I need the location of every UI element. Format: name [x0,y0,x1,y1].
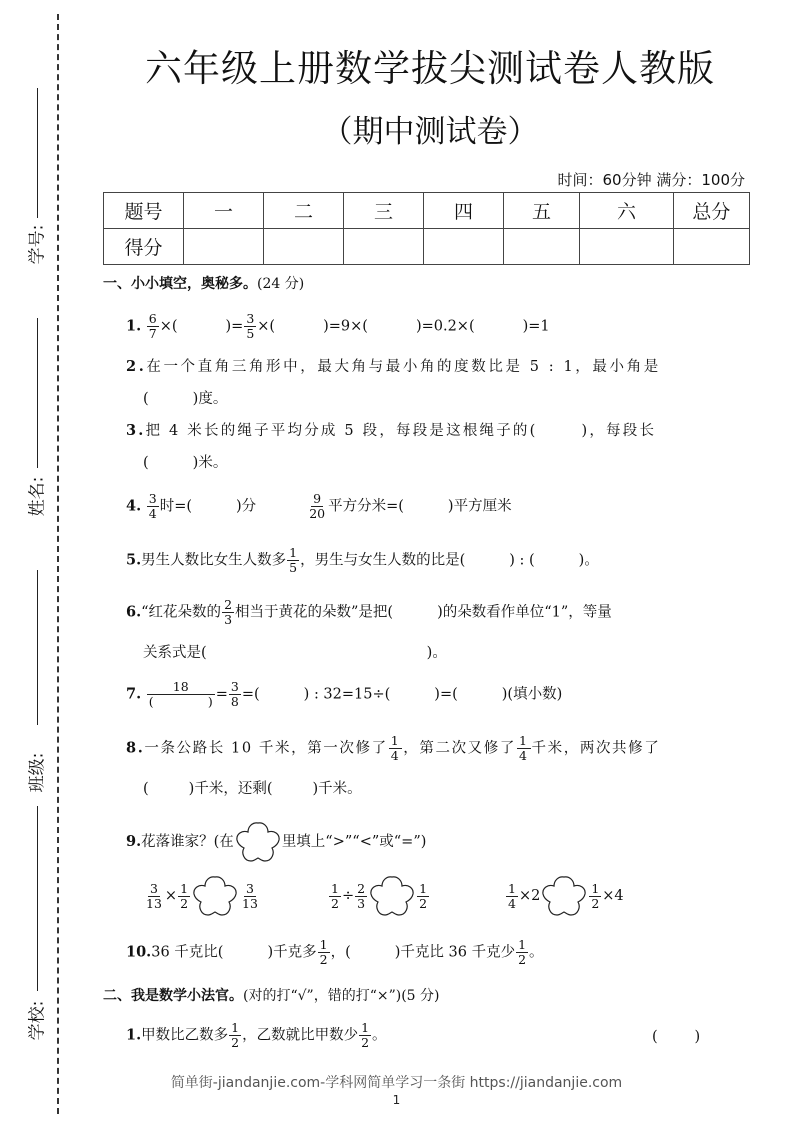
score-row-label: 得分 [104,229,184,265]
fold-dashed-line [57,14,59,1114]
question-1-9: 9.花落谁家？(在 里填上“>”“<”或“=”) [126,820,426,864]
question-number: 1. [126,317,142,335]
question-1-1: 1. $\frac{6}{7}$ ×( )= $\frac{3}{5}$ ×( )=9×( )=0.2×( )=1 [126,311,550,341]
class-underline [37,570,38,725]
class-label: 班级: [27,752,48,793]
section-2-title: 二、我是数学小法官。 [103,988,243,1004]
question-1-6: 6.“红花朵数的 $\frac{2}{3}$ 相当于黄花的朵数”是把( )的朵数看作单位“1”，等量 [126,597,612,627]
true-false-answer-box[interactable]: ( ) [652,1029,701,1045]
footer-watermark: 简单街-jiandanjie.com-学科网简单学习一条街 https://jiandanjie.com [170,1075,623,1091]
score-cell-6[interactable] [580,229,674,265]
fraction: $\frac{3}{5}$ [246,311,255,341]
student-id-underline [37,88,38,218]
score-cell-5[interactable] [504,229,580,265]
fraction: $\frac{6}{7}$ [148,311,157,341]
school-label: 学校: [27,1000,48,1041]
question-2-1: 1.甲数比乙数多 $\frac{1}{2}$ ，乙数就比甲数少 $\frac{1}{2}$ 。 [126,1020,387,1050]
question-1-4: 4. $\frac{3}{4}$ 时=( )分 $\frac{9}{20}$ 平方分米=( )平方厘米 [126,491,512,521]
section-1-heading [103,273,304,293]
school-underline [37,806,38,991]
question-1-8: 8.一条公路长 10 千米，第一次修了 $\frac{1}{4}$ ，第二次又修了 $\frac{1}{4}$ 千米，两次共修了 [126,733,661,763]
page-number: 1 [392,1093,401,1107]
section-2-heading [103,985,440,1005]
section-2-instructions: (对的打“√”，错的打“×”)(5 分) [243,988,440,1004]
score-table-header-cell: 五 [504,193,580,229]
score-table-header-cell: 三 [344,193,424,229]
section-1-title: 一、小小填空，奥秘多。 [103,276,257,292]
section-1-points: (24 分) [257,276,305,292]
comparison-item-3: $\frac{1}{4}$ ×2 $\frac{1}{2}$ ×4 [505,874,624,918]
question-1-3-line2: ( )米。 [143,455,228,471]
score-cell-4[interactable] [424,229,504,265]
student-name-label: 姓名: [27,476,48,517]
comparison-item-2: $\frac{1}{2}$ ÷ $\frac{2}{3}$ $\frac{1}{2}$ [328,874,430,918]
question-1-10: 10.36 千克比( )千克多 $\frac{1}{2}$ ，( )千克比 36 千克少 $\frac{1}{2}$ 。 [126,937,544,967]
page-subtitle: （期中测试卷） [321,114,539,150]
score-table-header-row [104,193,750,229]
question-1-2: 2.在一个直角三角形中，最大角与最小角的度数比是 5 : 1，最小角是 [126,358,661,375]
question-1-7: 7. 18 ( ) = $\frac{3}{8}$ =( ) : 32=15÷( )=( )(填小数) [126,679,563,709]
flower-answer-box[interactable] [191,874,239,918]
comparison-item-1: $\frac{3}{13}$ × $\frac{1}{2}$ $\frac{3}{13}$ [143,874,261,918]
question-1-8-line2: ( )千米，还剩( )千米。 [143,781,362,797]
flower-answer-box[interactable] [540,874,588,918]
score-table-header-cell: 四 [424,193,504,229]
score-table-score-row [104,229,750,265]
score-table-header-cell: 六 [580,193,674,229]
score-cell-total[interactable] [673,229,749,265]
question-1-6-line2: 关系式是( )。 [143,645,447,661]
score-cell-3[interactable] [344,229,424,265]
student-name-underline [37,318,38,468]
score-cell-1[interactable] [184,229,264,265]
score-table-header-cell: 二 [264,193,344,229]
question-1-5: 5.男生人数比女生人数多 $\frac{1}{5}$ ，男生与女生人数的比是( ) : ( )。 [126,545,599,575]
score-cell-2[interactable] [264,229,344,265]
question-1-3: 3.把 4 米长的绳子平均分成 5 段，每段是这根绳子的( )，每段长 [126,422,657,439]
flower-icon [234,820,282,864]
score-table [103,192,750,265]
time-and-score-info: 时间：60分钟 满分：100分 [557,171,745,189]
score-table-header-cell: 一 [184,193,264,229]
student-id-label: 学号: [27,224,48,265]
score-table-header-cell: 总分 [673,193,749,229]
score-table-header-cell: 题号 [104,193,184,229]
question-1-2-line2: ( )度。 [143,391,228,407]
flower-answer-box[interactable] [368,874,416,918]
page-title: 六年级上册数学拔尖测试卷人教版 [145,47,715,90]
